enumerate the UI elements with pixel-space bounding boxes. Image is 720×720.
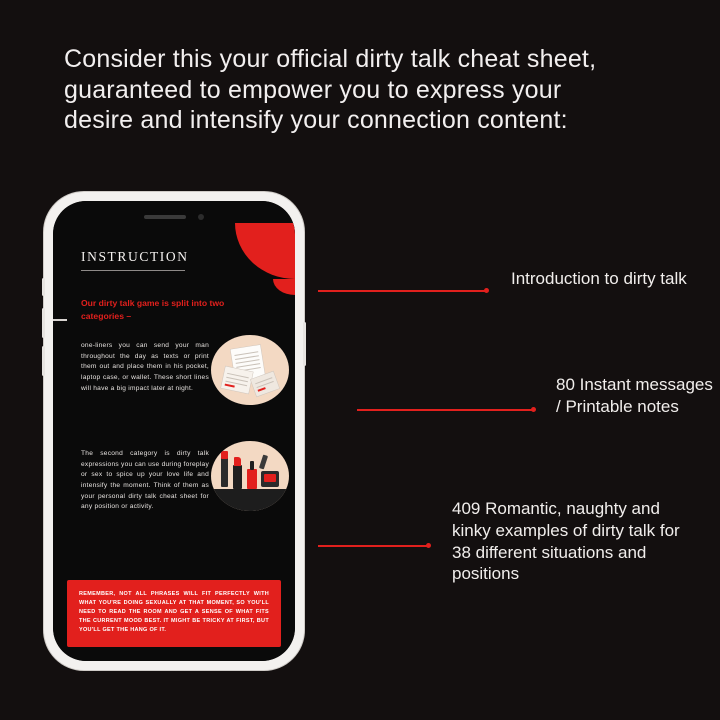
phone-power-button [303, 322, 306, 366]
warning-callout: REMEMBER, NOT ALL PHRASES WILL FIT PERFECTLY WITH WHAT YOU'RE DOING SEXUALLY AT THAT MOMENT, SO YOU'LL NEED TO READ THE ROOM AND GET A SENSE OF WHAT FITS THE CURRENT MOOD BEST. IT MIGHT BE TRICKY AT FIRST, BUT YOU'LL GET THE HANG OF IT. [67, 580, 281, 647]
nail-polish-cap-icon [250, 461, 254, 470]
ebook-page [53, 201, 295, 661]
mascara-icon [221, 457, 228, 487]
nail-polish-icon [247, 469, 257, 489]
callout-label-1: Introduction to dirty talk [511, 269, 687, 288]
phone-bezel [53, 201, 295, 661]
page-title [81, 249, 189, 271]
paragraph-one: one-liners you can send your man throughout the day as texts or print them out and place them in his pocket, laptop case, or wallet. These short lines will have a big impact later at night. [81, 342, 209, 392]
red-corner-decoration [235, 223, 295, 279]
left-dash-decoration [53, 319, 67, 321]
callout-label-2: 80 Instant messages / Printable notes [556, 375, 713, 416]
phone-volume-up-button [42, 308, 45, 338]
phone-volume-down-button [42, 346, 45, 376]
paragraph-two: The second category is dirty talk expressions you can use during foreplay or sex to spice up your love life and intensify the moment. Think of them as your personal dirty talk cheat sheet for any position or activity. [81, 450, 209, 511]
title-underline [81, 270, 185, 271]
counter-surface [211, 489, 289, 511]
compact-powder-icon [264, 474, 276, 482]
note-card-icon [221, 366, 253, 393]
headline-line-3: desire and intensify your connection content: [64, 106, 568, 134]
brush-icon [259, 455, 268, 470]
page-headline [64, 44, 658, 136]
mascara-cap-icon [221, 451, 228, 459]
headline-line-2: guaranteed to empower you to express your [64, 75, 562, 104]
lipstick-icon [233, 465, 242, 489]
page-title-text: INSTRUCTION [81, 249, 189, 264]
page-subheading: Our dirty talk game is split into two categories – [81, 298, 225, 322]
headline-line-1: Consider this your official dirty talk cheat sheet, [64, 45, 597, 73]
phone-screen [53, 201, 295, 661]
phone-silent-switch [42, 278, 45, 296]
phone-mockup [44, 192, 304, 670]
notes-illustration [211, 335, 289, 405]
lipstick-bullet-icon [234, 457, 241, 466]
cosmetics-illustration [211, 441, 289, 511]
callout-label-3: 409 Romantic, naughty and kinky examples of dirty talk for 38 different situations and positions [452, 499, 680, 584]
